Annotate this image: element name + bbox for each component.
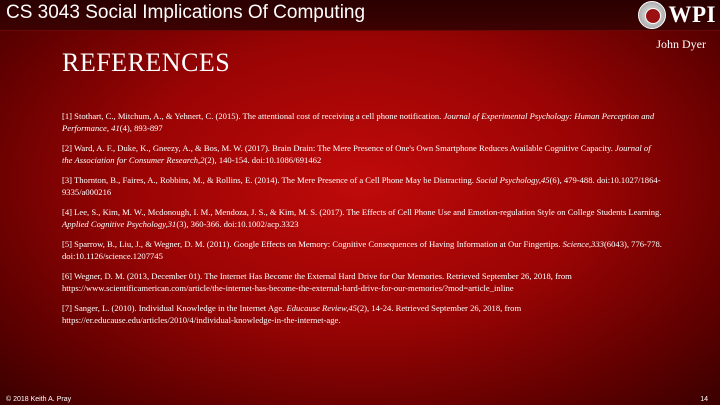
course-title: CS 3043 Social Implications Of Computing xyxy=(6,2,366,23)
page-number: 14 xyxy=(700,396,708,403)
wpi-seal-icon xyxy=(638,1,666,29)
reference-item: [2] Ward, A. F., Duke, K., Gneezy, A., & Bos, M. W. (2017). Brain Drain: The Mere Presence of One's Own Smartphone Reduces Available Cognitive Capacity. Journal of the Association for Consumer Research,2(2), 140-154. doi:10.1086/691462 xyxy=(62,143,651,165)
slide-title: REFERENCES xyxy=(62,48,231,77)
header-bar xyxy=(0,0,720,31)
reference-list xyxy=(62,110,662,334)
reference-item: [7] Sanger, L. (2010). Individual Knowledge in the Internet Age. Educause Review,45(2), 14-24. Retrieved September 26, 2018, from https://er.educause.edu/articles/2010/4/individual-knowledge-in-the-internet-age. xyxy=(62,303,522,325)
reference-item: [5] Sparrow, B., Liu, J., & Wegner, D. M. (2011). Google Effects on Memory: Cognitive Consequences of Having Information at Our Fingertips. Science,333(6043), 776-778. doi:10.1126/science.1207745 xyxy=(62,239,662,261)
wpi-logo xyxy=(638,1,717,29)
reference-item: [1] Stothart, C., Mitchum, A., & Yehnert, C. (2015). The attentional cost of receiving a cell phone notification. Journal of Experimental Psychology: Human Perception and Performance, 41(4), 893-897 xyxy=(62,111,655,133)
wpi-logo-text: WPI xyxy=(668,2,716,27)
copyright-footer: © 2018 Keith A. Pray xyxy=(6,396,72,403)
reference-item: [6] Wegner, D. M. (2013, December 01). The Internet Has Become the External Hard Drive for Our Memories. Retrieved September 26, 2018, from https://www.scientificamerican.com/article/the-internet-has-become-the-external-hard-drive-for-our-memories/?mod=article_inline xyxy=(62,271,572,293)
reference-item: [3] Thornton, B., Faires, A., Robbins, M., & Rollins, E. (2014). The Mere Presence of a Cell Phone May be Distracting. Social Psychology,45(6), 479-488. doi:10.1027/1864-9335/a000216 xyxy=(62,175,661,197)
author-name: John Dyer xyxy=(656,37,706,51)
reference-item: [4] Lee, S., Kim, M. W., Mcdonough, I. M., Mendoza, J. S., & Kim, M. S. (2017). The Effects of Cell Phone Use and Emotion-regulation Style on College Students Learning. Applied Cognitive Psychology,31(3), 360-366. doi:10.1002/acp.3323 xyxy=(62,207,662,229)
